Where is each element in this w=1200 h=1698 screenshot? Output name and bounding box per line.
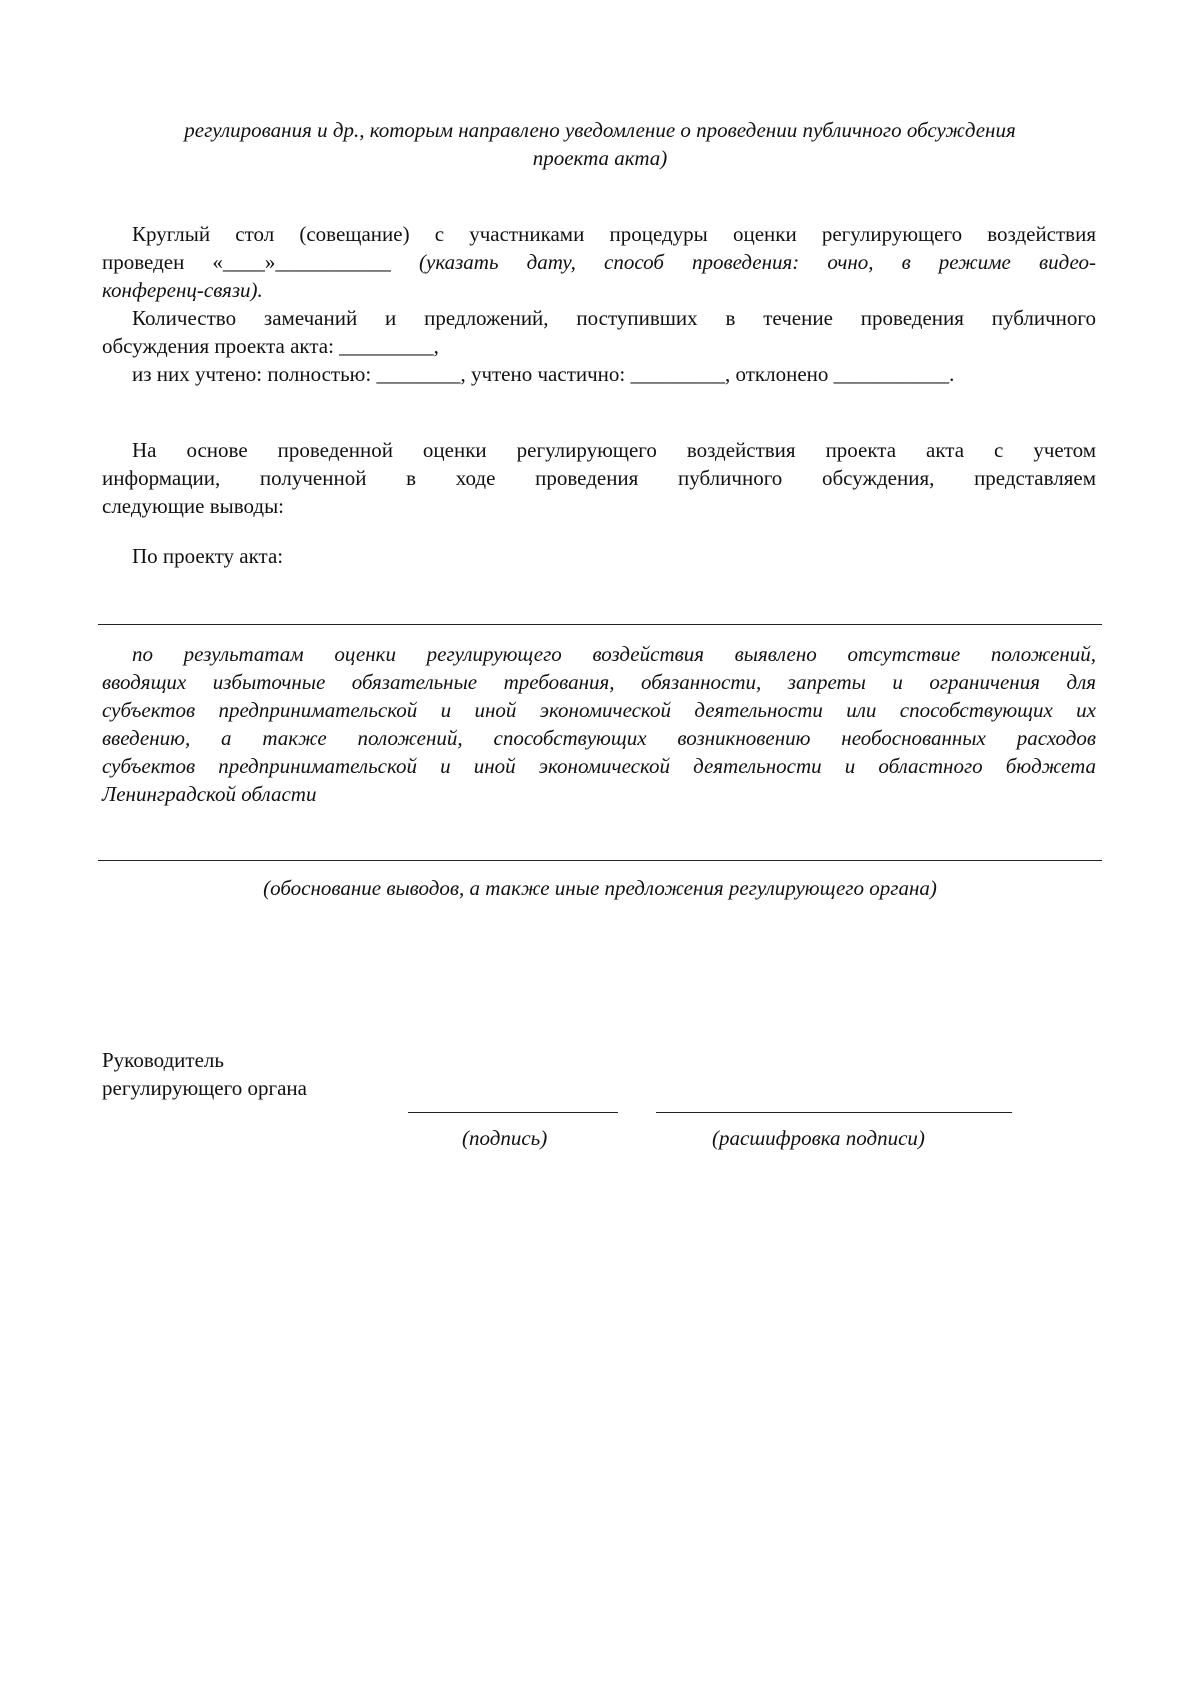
signature-decode-caption: (расшифровка подписи) xyxy=(712,1126,925,1150)
signature-decode-line xyxy=(656,1112,1012,1113)
header-caption-line1: регулирования и др., которым направлено уведомление о проведении публичного обсуждения xyxy=(184,118,1016,142)
result-line1: по результатам оценки регулирующего воздействия выявлено отсутствие положений, xyxy=(132,642,1096,666)
by-project-label: По проекту акта: xyxy=(132,544,284,568)
comments-line3: из них учтено: полностью: ________, учтено частично: _________, отклонено ___________. xyxy=(132,362,955,386)
conclusion-paragraph xyxy=(102,436,1096,520)
divider-top xyxy=(98,624,1102,625)
roundtable-line2 xyxy=(102,248,1096,276)
roundtable-method-note: (указать дату, способ проведения: очно, в режиме видео- xyxy=(419,250,1096,274)
comments-line2: обсуждения проекта акта: _________, xyxy=(102,334,439,358)
result-line2: вводящих избыточные обязательные требования, обязанности, запреты и ограничения для xyxy=(102,670,1096,694)
comments-line1: Количество замечаний и предложений, поступивших в течение проведения публичного xyxy=(132,306,1096,330)
header-caption-line2: проекта акта) xyxy=(532,146,668,170)
roundtable-paragraph xyxy=(102,220,1096,304)
result-line5: субъектов предпринимательской и иной экономической деятельности и областного бюджета xyxy=(102,754,1096,778)
result-line3: субъектов предпринимательской и иной экономической деятельности или способствующих их xyxy=(102,698,1096,722)
signature-caption: (подпись) xyxy=(462,1126,548,1150)
divider-bottom xyxy=(98,860,1102,861)
conclusion-line2: информации, полученной в ходе проведения публичного обсуждения, представляем xyxy=(102,466,1096,490)
conclusion-line3: следующие выводы: xyxy=(102,494,285,518)
header-caption xyxy=(100,116,1100,172)
result-line6: Ленинградской области xyxy=(102,782,317,806)
roundtable-date-text: проведен «____»___________ xyxy=(102,250,419,274)
comments-paragraph xyxy=(102,304,1096,360)
roundtable-line1: Круглый стол (совещание) с участниками процедуры оценки регулирующего воздействия xyxy=(132,222,1096,246)
signature-role-line2: регулирующего органа xyxy=(102,1076,307,1100)
roundtable-line3: конференц-связи). xyxy=(102,278,263,302)
signature-line xyxy=(408,1112,618,1113)
signature-role-line1: Руководитель xyxy=(102,1048,224,1072)
result-line4: введению, а также положений, способствующих возникновению необоснованных расходов xyxy=(102,726,1096,750)
justification-caption: (обоснование выводов, а также иные предложения регулирующего органа) xyxy=(263,876,937,900)
conclusion-line1: На основе проведенной оценки регулирующего воздействия проекта акта с учетом xyxy=(132,438,1096,462)
result-paragraph xyxy=(102,640,1096,808)
